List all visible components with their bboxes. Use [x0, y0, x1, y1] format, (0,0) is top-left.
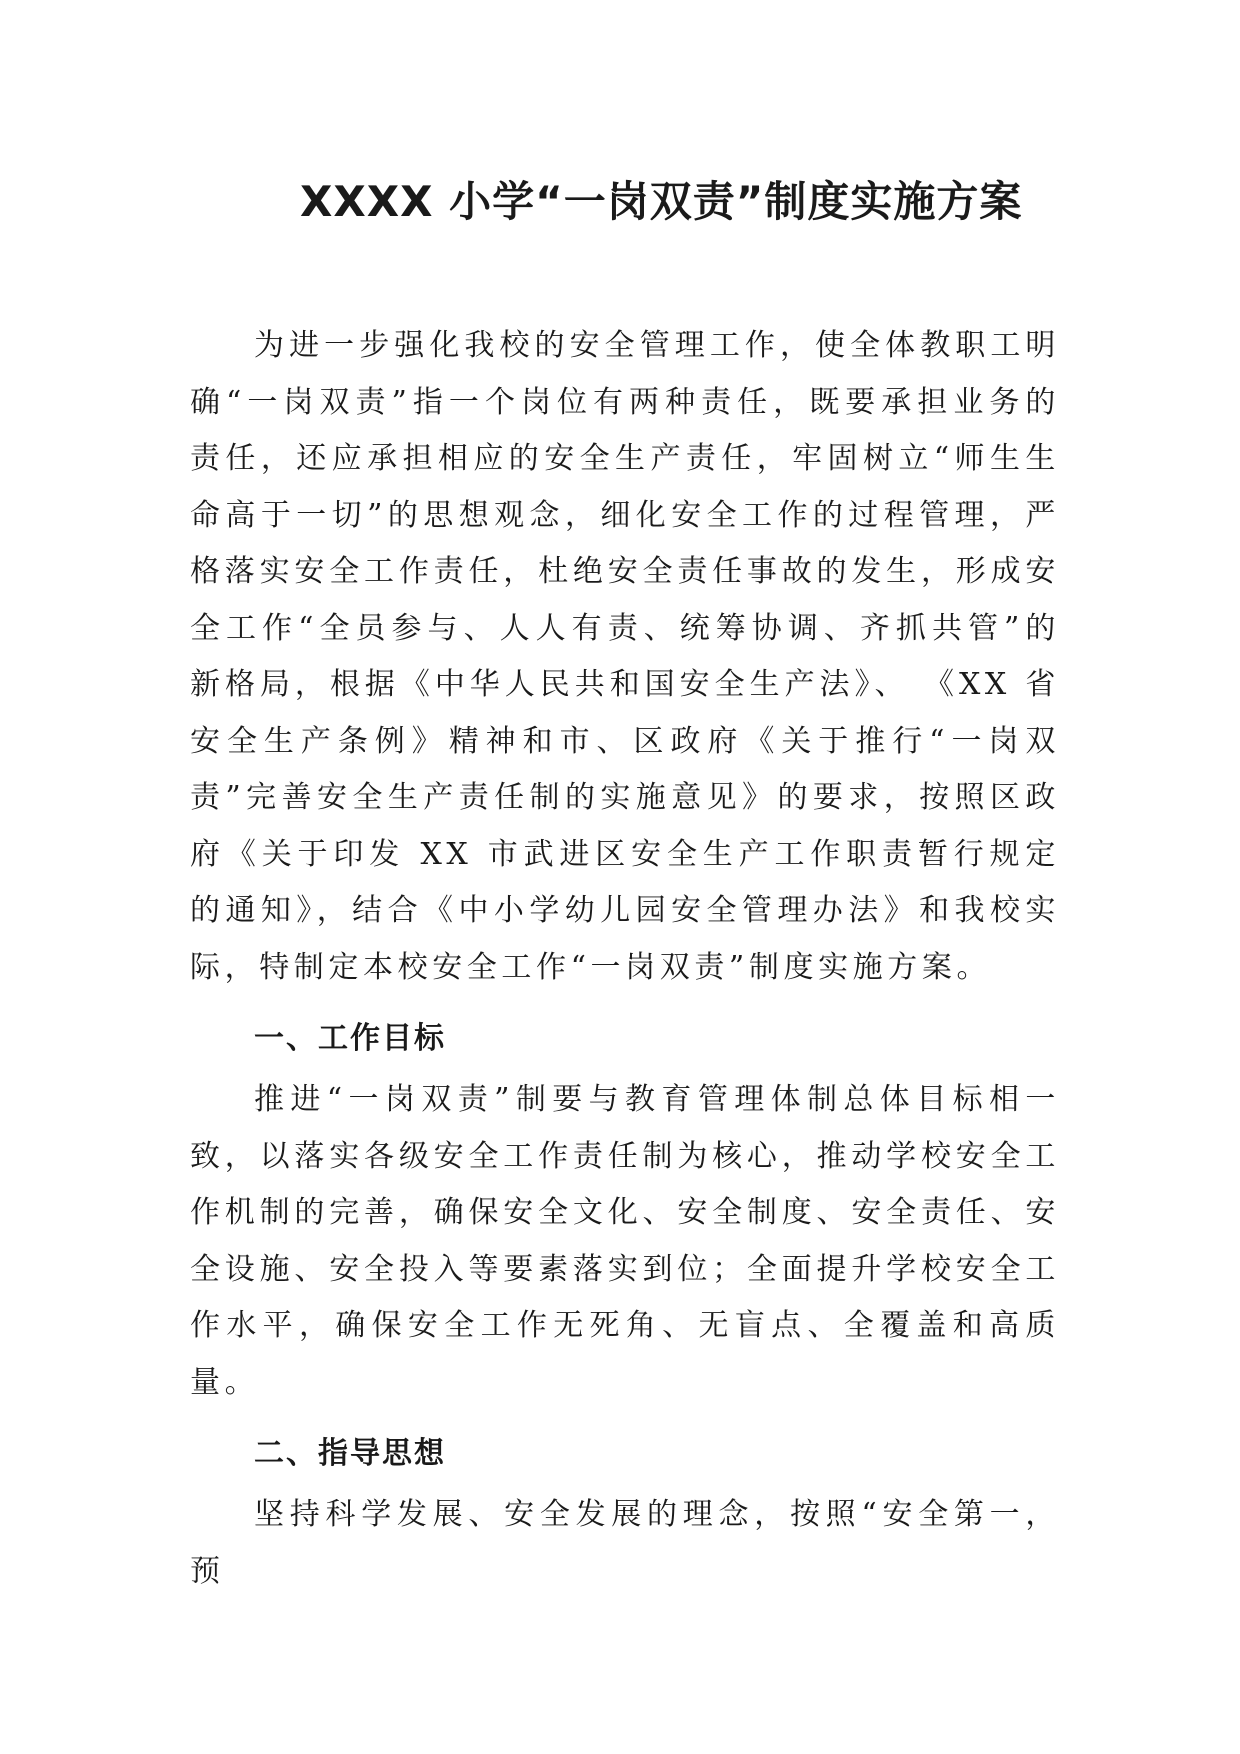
spacer [190, 996, 1060, 1006]
document-title: XXXX 小学“一岗双责”制度实施方案 [300, 177, 1023, 226]
section-heading-goals: 一、工作目标 [254, 1021, 446, 1056]
section-heading-guiding-ideology: 二、指导思想 [254, 1436, 446, 1471]
section-paragraph-guiding-ideology: 坚持科学发展、安全发展的理念，按照“安全第一，预 [190, 1497, 1060, 1589]
document-body [190, 318, 1060, 1600]
section-paragraph-goals: 推进“一岗双责”制要与教育管理体制总体目标相一致，以落实各级安全工作责任制为核心，推动学校安全工作机制的完善，确保安全文化、安全制度、安全责任、安全设施、安全投入等要素落实到位；全面提升学校安全工作水平，确保安全工作无死角、无盲点、全覆盖和高质量。 [190, 1082, 1060, 1400]
spacer [190, 1411, 1060, 1421]
intro-paragraph: 为进一步强化我校的安全管理工作，使全体教职工明确“一岗双责”指一个岗位有两种责任，既要承担业务的责任，还应承担相应的安全生产责任，牢固树立“师生生命高于一切”的思想观念，细化安全工作的过程管理，严格落实安全工作责任，杜绝安全责任事故的发生，形成安全工作“全员参与、人人有责、统筹协调、齐抓共管”的新格局，根据《中华人民共和国安全生产法》、 《XX 省安全生产条例》精神和市、区政府《关于推行“一岗双责”完善安全生产责任制的实施意见》的要求，按照区政府《关于印发 XX 市武进区安全生产工作职责暂行规定的通知》，结合《中小学幼儿园安全管理办法》和我校实际，特制定本校安全工作“一岗双责”制度实施方案。 [190, 328, 1060, 985]
